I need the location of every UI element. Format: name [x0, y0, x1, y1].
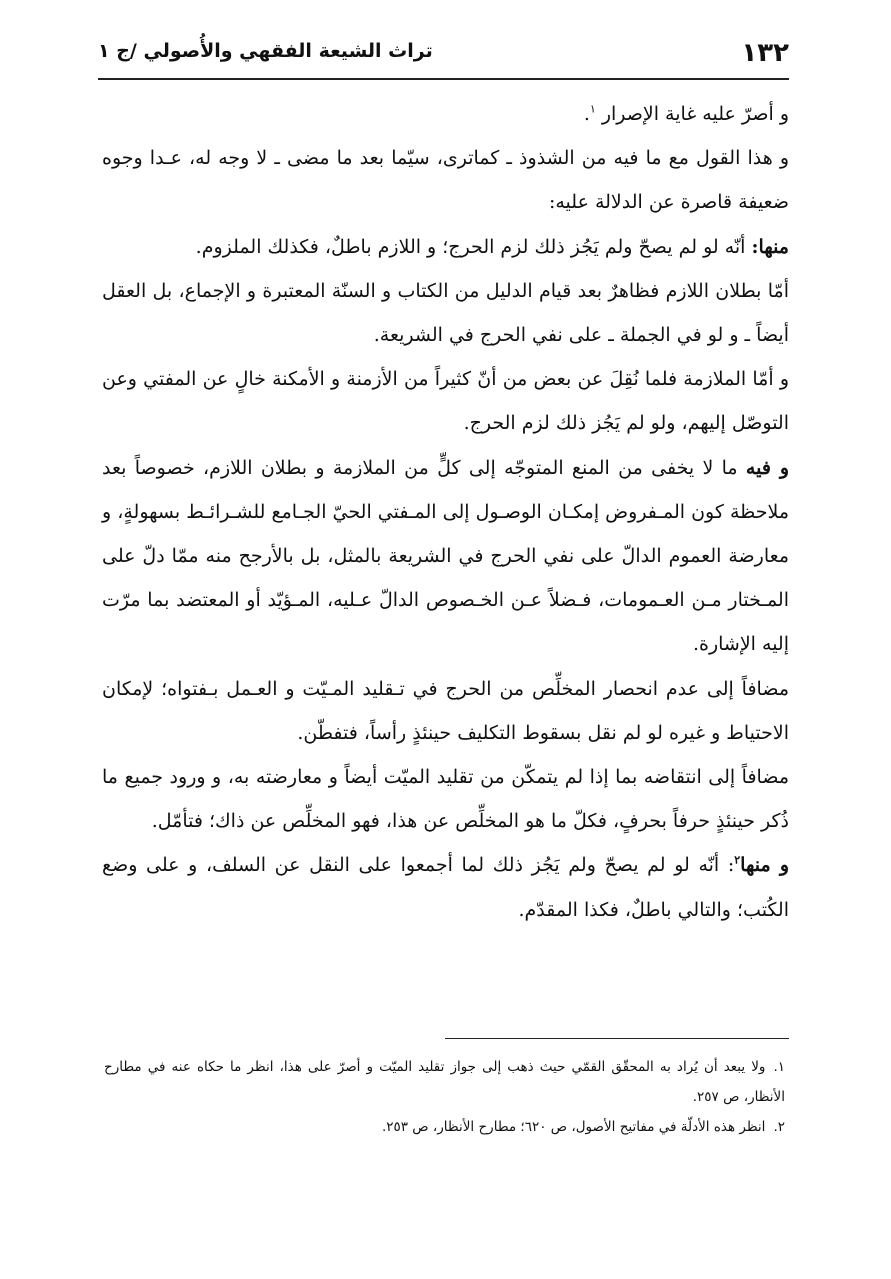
bold-lead: منها:: [751, 235, 789, 258]
running-header: [98, 34, 789, 78]
footnote-divider: [445, 1038, 789, 1039]
bold-lead: و فيه: [745, 456, 790, 479]
footnote: ٢.انظر هذه الأدلّة في مفاتيح الأصول، ص ٦٢٠؛ مطارح الأنظار، ص ٢٥٣.: [104, 1112, 785, 1142]
paragraph: مضافاً إلى انتقاضه بما إذا لم يتمكّن من تقليد الميّت أيضاً و معارضته به، و ورود جميع ما ذُكر حينئذٍ حرفاً بحرفٍ، فكلّ ما هو المخلِّص عن هذا، فهو المخلِّص عن ذاك؛ فتأمّل.: [102, 766, 789, 833]
paragraph: منها: أنّه لو لم يصحّ ولم يَجُز ذلك لزم الحرج؛ و اللازم باطلٌ، فكذلك الملزوم.: [195, 235, 789, 258]
paragraph: و منها$^٢$: أنّه لو لم يصحّ ولم يَجُز ذلك لما أجمعوا على النقل عن السلف، و على وضع الكُتب؛ والتالي باطلٌ، فكذا المقدّم.: [102, 854, 790, 921]
page-number: ١٣٢: [741, 38, 789, 68]
bold-lead: و منها: [740, 854, 790, 877]
paragraph: و فيه ما لا يخفى من المنع المتوجّه إلى كلٍّ من الملازمة و بطلان اللازم، خصوصاً بعد ملاحظة كون المـفروض إمكـان الوصـول إلى المـفتي الحيّ الجـامع للشـرائـط بسهولةٍ، و معارضة العموم الدالّ على نفي الحرج في الشريعة بالمثل، بل بالأرجح منه ممّا دلّ على المـختار مـن العـمومات، فـضلاً عـن الخـصوص الدالّ عـليه، المـؤيّد أو المعتضد بما مرّت إليه الإشارة.: [102, 456, 790, 656]
footnote-number: ٢.: [773, 1119, 785, 1135]
footnotes: [104, 1052, 785, 1142]
paragraph: مضافاً إلى عدم انحصار المخلِّص من الحرج في تـقليد المـيّت و العـمل بـفتواه؛ لإمكان الاحتياط و غيره لو لم نقل بسقوط التكليف حينئذٍ رأساً، فتفطّن.: [102, 677, 789, 744]
footnote-marker[interactable]: ١: [589, 102, 596, 116]
footnote-marker[interactable]: ٢: [734, 854, 741, 868]
paragraph: و أمّا الملازمة فلما نُقِلَ عن بعض من أنّ كثيراً من الأزمنة و الأمكنة خالٍ عن المفتي وعن التوصّل إليهم، ولو لم يَجُز ذلك لزم الحرج.: [102, 368, 789, 435]
footnote-number: ١.: [773, 1059, 785, 1075]
header-divider: [98, 78, 789, 80]
paragraph: و هذا القول مع ما فيه من الشذوذ ـ كماترى، سيّما بعد ما مضى ـ لا وجه له، عـدا وجوه ضعيفة قاصرة عن الدلالة عليه:: [102, 147, 789, 214]
paragraph: و أصرّ عليه غاية الإصرار $^١$.: [583, 102, 789, 125]
footnote: ١.ولا يبعد أن يُراد به المحقّق القمّي حيث ذهب إلى جواز تقليد الميّت و أصرّ على هذا، انظر ما حكاه عنه في مطارح الأنظار، ص ٢٥٧.: [104, 1052, 785, 1112]
paragraph: أمّا بطلان اللازم فظاهرٌ بعد قيام الدليل من الكتاب و السنّة المعتبرة و الإجماع، بل العقل أيضاً ـ و لو في الجملة ـ على نفي الحرج في الشريعة.: [102, 279, 789, 347]
running-title: تراث الشيعة الفقهي والأُصولي /ج ١: [98, 40, 433, 62]
main-text: [102, 92, 789, 932]
